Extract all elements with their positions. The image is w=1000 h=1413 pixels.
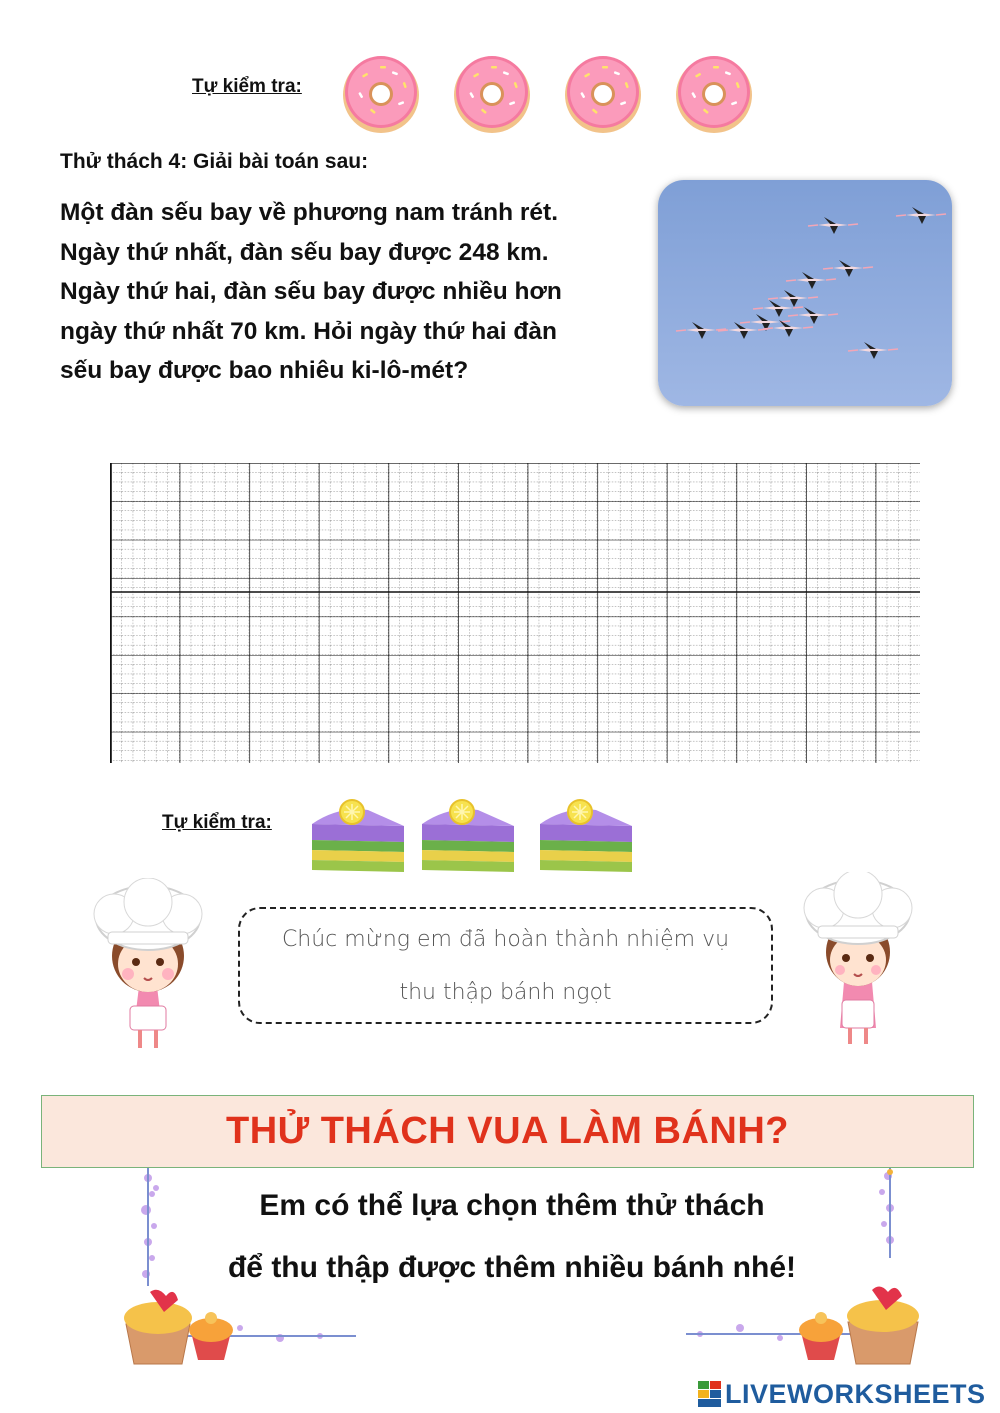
congrats-line-2: thu thập bánh ngọt	[399, 980, 612, 1005]
problem-line: Ngày thứ hai, đàn sếu bay được nhiều hơn	[60, 278, 562, 305]
brand-name: LIVEWORKSHEETS	[725, 1378, 986, 1409]
liveworksheets-badge-icon	[698, 1381, 722, 1407]
cake-icon-1	[312, 800, 404, 872]
problem-line: Một đàn sếu bay về phương nam tránh rét.	[60, 199, 559, 226]
cake-icon-3	[540, 800, 632, 872]
challenge-title: Thử thách 4: Giải bài toán sau:	[60, 150, 369, 173]
congratulations-box	[238, 907, 773, 1024]
donut-icon-4	[676, 56, 752, 133]
bottom-line-1: Em có thể lựa chọn thêm thử thách	[259, 1189, 765, 1222]
problem-line: Ngày thứ nhất, đàn sếu bay được 248 km.	[60, 238, 549, 266]
chef-boy-illustration	[788, 872, 928, 1050]
donut-icon-2	[454, 56, 530, 133]
cake-icon-2	[422, 800, 514, 872]
bottom-message	[12, 1175, 1000, 1299]
cranes-photo	[658, 180, 952, 406]
chef-girl-illustration	[78, 878, 218, 1056]
donut-rating[interactable]	[340, 50, 760, 136]
baking-king-banner: THỬ THÁCH VUA LÀM BÁNH?	[41, 1095, 974, 1168]
answer-writing-grid[interactable]	[110, 463, 920, 763]
cake-rating[interactable]	[308, 798, 638, 874]
liveworksheets-logo	[698, 1378, 986, 1410]
donut-icon-1	[343, 56, 419, 133]
problem-line: sếu bay được bao nhiêu ki-lô-mét?	[60, 357, 469, 384]
self-check-label-1: Tự kiểm tra:	[192, 76, 302, 97]
bottom-line-2: để thu thập được thêm nhiều bánh nhé!	[227, 1251, 797, 1284]
self-check-label-2: Tự kiểm tra:	[162, 812, 272, 833]
congrats-line-1: Chúc mừng em đã hoàn thành nhiệm vụ	[281, 927, 730, 952]
problem-line: ngày thứ nhất 70 km. Hỏi ngày thứ hai đàn	[60, 317, 557, 345]
problem-text	[60, 193, 660, 391]
donut-icon-3	[565, 56, 641, 133]
cupcakes-left-decoration	[120, 1288, 240, 1368]
